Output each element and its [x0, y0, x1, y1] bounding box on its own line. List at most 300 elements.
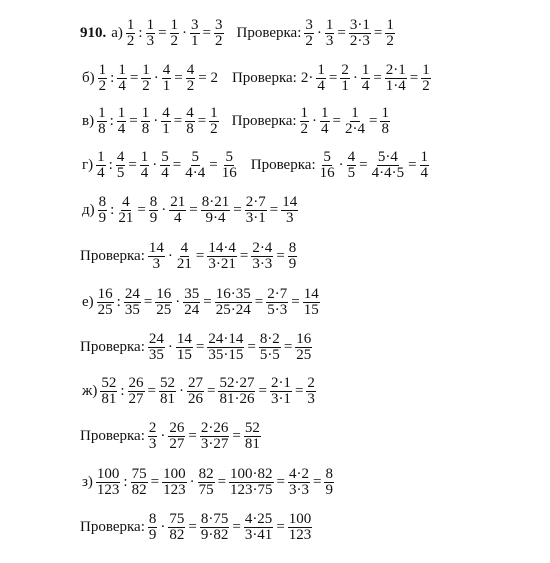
numerator: 1	[97, 149, 105, 165]
denominator: 3·27	[200, 436, 229, 452]
math-token: =	[158, 25, 167, 41]
numerator: 100	[163, 466, 186, 482]
math-token: =	[232, 428, 241, 444]
math-token: ·	[160, 428, 166, 444]
numerator: 1	[146, 17, 155, 33]
denominator: 1·4	[385, 78, 406, 94]
fraction	[169, 195, 186, 226]
numerator: 1	[351, 105, 359, 121]
numerator: 4	[122, 194, 130, 210]
numerator: 4	[162, 105, 170, 121]
fraction	[185, 106, 195, 137]
fraction	[251, 241, 273, 272]
numerator: 2	[307, 375, 315, 391]
math-token: =	[373, 25, 383, 41]
math-token: =	[283, 339, 293, 355]
fraction	[200, 512, 230, 543]
denominator: 123·75	[230, 482, 273, 498]
denominator: 9	[148, 527, 157, 543]
numerator: 1	[210, 105, 218, 121]
numerator: 8·75	[200, 511, 229, 527]
numerator: 3	[215, 17, 223, 33]
denominator: 25	[156, 302, 172, 318]
fraction	[98, 63, 108, 94]
denominator: 5	[347, 165, 356, 181]
denominator: 4	[420, 165, 429, 181]
numerator: 8	[325, 466, 333, 482]
denominator: 25·24	[215, 302, 251, 318]
fraction	[303, 287, 320, 318]
math-token: Проверка:	[236, 25, 302, 41]
math-token: =	[195, 248, 205, 264]
numerator: 3	[305, 17, 313, 33]
denominator: 9·82	[200, 527, 229, 543]
numerator: 21	[170, 194, 186, 210]
math-token: в)	[82, 113, 95, 129]
math-token: =	[203, 294, 212, 310]
fraction	[198, 467, 215, 498]
fraction	[117, 63, 127, 94]
fraction	[218, 376, 255, 407]
fraction	[155, 287, 172, 318]
fraction	[371, 150, 406, 181]
numerator: 4	[347, 149, 356, 165]
line-b	[80, 63, 432, 94]
denominator: 81	[101, 391, 117, 407]
math-token: :	[110, 70, 115, 86]
denominator: 8	[381, 121, 389, 137]
denominator: 123	[163, 482, 186, 498]
fraction	[183, 287, 200, 318]
numerator: 26	[169, 420, 185, 436]
denominator: 2	[142, 78, 150, 94]
fraction	[325, 18, 335, 49]
fraction	[168, 421, 185, 452]
math-token: =	[254, 294, 264, 310]
math-token: ·	[161, 202, 167, 218]
denominator: 16	[221, 165, 237, 181]
denominator: 3	[148, 436, 157, 452]
numerator: 2·7	[267, 286, 288, 302]
denominator: 82	[169, 527, 185, 543]
line-e	[80, 287, 321, 318]
fraction	[281, 195, 298, 226]
math-token: :	[108, 157, 113, 173]
fraction	[100, 376, 117, 407]
denominator: 27	[169, 436, 185, 452]
line-z-check	[78, 512, 313, 543]
fraction	[148, 332, 165, 363]
fraction	[207, 241, 237, 272]
math-token: =	[137, 202, 146, 218]
math-token: =	[209, 157, 218, 173]
math-token: =	[337, 25, 346, 41]
numerator: 2·26	[200, 420, 229, 436]
denominator: 4	[140, 165, 149, 181]
fraction	[214, 18, 224, 49]
math-token: =	[408, 157, 417, 173]
fraction	[162, 63, 172, 94]
numerator: 2	[341, 62, 349, 78]
denominator: 82	[131, 482, 147, 498]
math-token: =	[207, 383, 216, 399]
denominator: 35	[148, 347, 164, 363]
denominator: 4	[174, 210, 182, 226]
math-token: =	[276, 248, 285, 264]
fraction	[200, 421, 230, 452]
denominator: 3	[285, 210, 294, 226]
numerator: 1	[381, 105, 389, 121]
denominator: 81	[244, 436, 260, 452]
fraction	[149, 195, 159, 226]
fraction	[385, 18, 395, 49]
denominator: 2	[126, 33, 135, 49]
math-token: = 2	[198, 70, 218, 86]
fraction	[319, 150, 336, 181]
math-token: =	[129, 70, 139, 86]
numerator: 16·35	[215, 286, 251, 302]
denominator: 5·5	[259, 347, 280, 363]
line-d-check	[78, 241, 298, 272]
math-token: =	[239, 248, 249, 264]
numerator: 8	[149, 194, 158, 210]
numerator: 2·1	[270, 375, 291, 391]
denominator: 8	[98, 121, 106, 137]
numerator: 1	[140, 149, 149, 165]
numerator: 24·14	[208, 331, 244, 347]
fraction	[229, 467, 274, 498]
numerator: 4	[180, 240, 189, 256]
math-token: ж)	[82, 383, 98, 399]
math-token: ·	[167, 339, 173, 355]
fraction	[347, 150, 357, 181]
numerator: 14·4	[208, 240, 236, 256]
fraction	[201, 195, 231, 226]
numerator: 8·21	[201, 194, 230, 210]
fraction	[306, 376, 316, 407]
denominator: 2	[170, 33, 179, 49]
fraction	[96, 150, 106, 181]
math-token: =	[173, 113, 183, 129]
numerator: 8	[148, 511, 157, 527]
numerator: 4	[162, 62, 171, 78]
denominator: 4	[321, 121, 329, 137]
denominator: 2·4	[345, 121, 365, 137]
numerator: 52	[160, 375, 175, 391]
math-token: :	[109, 113, 114, 129]
denominator: 123	[288, 527, 312, 543]
fraction	[97, 106, 107, 137]
math-token: Проверка:	[80, 248, 145, 264]
denominator: 4·4·5	[371, 165, 405, 181]
numerator: 52	[101, 375, 117, 391]
numerator: 1	[321, 105, 329, 121]
fraction	[148, 512, 158, 543]
numerator: 24	[124, 286, 140, 302]
math-token: =	[276, 519, 285, 535]
math-token: д)	[82, 202, 95, 218]
math-token: =	[313, 474, 322, 490]
fraction	[160, 150, 170, 181]
fraction	[420, 150, 430, 181]
fraction	[162, 467, 187, 498]
numerator: 1	[422, 62, 430, 78]
math-token: ·	[179, 383, 184, 399]
math-token: ·	[312, 113, 318, 129]
numerator: 100·82	[230, 466, 273, 482]
denominator: 3	[307, 391, 315, 407]
denominator: 3·3	[289, 482, 309, 498]
denominator: 9	[288, 256, 297, 272]
numerator: 27	[188, 375, 203, 391]
fraction	[124, 287, 141, 318]
denominator: 4	[161, 165, 169, 181]
denominator: 25	[296, 347, 312, 363]
math-token: =	[328, 70, 338, 86]
math-token: =	[150, 474, 160, 490]
denominator: 8	[141, 121, 150, 137]
math-token: ·	[153, 70, 159, 86]
fraction	[221, 150, 238, 181]
denominator: 4	[317, 78, 325, 94]
denominator: 8	[186, 121, 194, 137]
denominator: 3·1	[270, 391, 291, 407]
fraction	[159, 376, 176, 407]
numerator: 1	[317, 62, 325, 78]
numerator: 1	[117, 105, 126, 121]
denominator: 2·3	[349, 33, 370, 49]
math-token: ·	[189, 474, 195, 490]
denominator: 2	[98, 78, 107, 94]
numerator: 14	[148, 240, 164, 256]
denominator: 1	[341, 78, 349, 94]
denominator: 9·4	[205, 210, 226, 226]
math-token: а)	[111, 25, 123, 41]
fraction	[117, 106, 127, 137]
fraction	[168, 512, 185, 543]
math-token: ·	[338, 157, 344, 173]
numerator: 4	[186, 105, 194, 121]
fraction	[340, 63, 350, 94]
denominator: 21	[176, 256, 192, 272]
fraction	[288, 241, 298, 272]
denominator: 3·21	[208, 256, 236, 272]
fraction	[349, 18, 371, 49]
fraction	[190, 18, 200, 49]
fraction	[148, 421, 158, 452]
numerator: 4·25	[244, 511, 273, 527]
numerator: 2·4	[252, 240, 273, 256]
fraction	[288, 467, 310, 498]
math-token: е)	[82, 294, 94, 310]
math-token: =	[359, 157, 368, 173]
numerator: 14	[303, 286, 319, 302]
denominator: 4	[361, 78, 370, 94]
numerator: 4	[186, 62, 195, 78]
fraction	[207, 332, 244, 363]
denominator: 25	[97, 302, 113, 318]
math-token: =	[269, 202, 279, 218]
math-token: Проверка:	[80, 519, 145, 535]
fraction	[209, 106, 219, 137]
denominator: 4	[97, 165, 105, 181]
numerator: 14	[282, 194, 298, 210]
math-token: :	[120, 383, 125, 399]
numerator: 1	[126, 17, 135, 33]
denominator: 4·4	[185, 165, 206, 181]
math-token: =	[172, 157, 182, 173]
fraction	[186, 63, 196, 94]
numerator: 3	[191, 17, 199, 33]
fraction	[421, 63, 431, 94]
fraction	[116, 150, 126, 181]
numerator: 8	[98, 194, 107, 210]
denominator: 2	[210, 121, 218, 137]
numerator: 24	[148, 331, 164, 347]
math-token: =	[129, 113, 138, 129]
denominator: 1	[162, 78, 171, 94]
numerator: 5·4	[377, 149, 398, 165]
numerator: 2·7	[245, 194, 266, 210]
math-token: :	[123, 474, 128, 490]
fraction	[316, 63, 326, 94]
fraction	[126, 18, 136, 49]
math-token: =	[258, 383, 267, 399]
fraction	[304, 18, 314, 49]
math-token: =	[217, 474, 227, 490]
denominator: 1	[162, 121, 170, 137]
problem-number: 910.	[80, 25, 107, 41]
fraction	[266, 287, 288, 318]
denominator: 5	[116, 165, 125, 181]
numerator: 1	[118, 62, 126, 78]
fraction	[117, 195, 134, 226]
fraction	[140, 150, 150, 181]
numerator: 52	[244, 420, 260, 436]
math-token: =	[128, 157, 137, 173]
denominator: 2	[422, 78, 430, 94]
line-g	[80, 150, 430, 181]
numerator: 52·27	[219, 375, 255, 391]
math-token: 2·	[300, 70, 314, 86]
fraction	[300, 106, 310, 137]
numerator: 2·1	[385, 62, 406, 78]
denominator: 16	[319, 165, 335, 181]
numerator: 8	[288, 240, 297, 256]
numerator: 75	[131, 466, 147, 482]
math-token: :	[110, 202, 115, 218]
numerator: 3·1	[349, 17, 370, 33]
fraction	[96, 467, 121, 498]
numerator: 16	[296, 331, 312, 347]
denominator: 2	[186, 78, 195, 94]
denominator: 81·26	[219, 391, 255, 407]
fraction	[187, 376, 204, 407]
denominator: 4	[118, 78, 126, 94]
math-token: ·	[152, 157, 158, 173]
math-token: ·	[175, 294, 181, 310]
fraction	[295, 332, 312, 363]
numerator: 1	[386, 17, 394, 33]
denominator: 35	[124, 302, 140, 318]
math-token: =	[291, 294, 300, 310]
denominator: 75	[198, 482, 214, 498]
fraction	[344, 106, 366, 137]
denominator: 9	[149, 210, 158, 226]
denominator: 9	[325, 482, 333, 498]
fraction	[259, 332, 281, 363]
numerator: 82	[198, 466, 214, 482]
fraction	[244, 512, 274, 543]
fraction	[324, 467, 334, 498]
denominator: 2	[305, 33, 313, 49]
fraction	[184, 150, 206, 181]
denominator: 15	[303, 302, 319, 318]
math-token: ·	[160, 519, 166, 535]
math-token: ·	[153, 113, 159, 129]
fraction	[320, 106, 330, 137]
fraction	[244, 421, 261, 452]
numerator: 1	[98, 62, 107, 78]
denominator: 3·3	[252, 256, 273, 272]
denominator: 3	[325, 33, 334, 49]
math-token: Проверка:	[250, 157, 316, 173]
denominator: 1	[191, 33, 199, 49]
fraction	[170, 18, 180, 49]
fraction	[97, 287, 114, 318]
math-token: =	[188, 428, 197, 444]
numerator: 4	[116, 149, 125, 165]
denominator: 2	[300, 121, 309, 137]
fraction	[176, 332, 193, 363]
fraction	[245, 195, 267, 226]
line-z	[80, 467, 335, 498]
numerator: 1	[325, 17, 334, 33]
fraction	[161, 106, 171, 137]
fraction	[270, 376, 292, 407]
fraction	[141, 63, 151, 94]
numerator: 100	[96, 466, 120, 482]
math-token: ·	[316, 25, 322, 41]
math-token: =	[247, 339, 256, 355]
numerator: 5	[323, 149, 331, 165]
numerator: 1	[300, 105, 309, 121]
numerator: 5	[161, 149, 169, 165]
denominator: 9	[98, 210, 107, 226]
denominator: 21	[118, 210, 134, 226]
math-token: =	[189, 202, 198, 218]
numerator: 35	[184, 286, 200, 302]
math-token: б)	[82, 70, 95, 86]
denominator: 4	[117, 121, 126, 137]
line-e-check	[78, 332, 313, 363]
math-token: =	[197, 113, 207, 129]
math-token: =	[195, 339, 205, 355]
math-token: =	[202, 25, 212, 41]
numerator: 1	[142, 62, 150, 78]
math-token: Проверка:	[80, 428, 145, 444]
fraction	[176, 241, 193, 272]
denominator: 3	[152, 256, 161, 272]
numerator: 16	[97, 286, 113, 302]
fraction	[215, 287, 252, 318]
math-token: Проверка:	[80, 339, 145, 355]
math-token: =	[147, 383, 156, 399]
math-token: =	[232, 519, 241, 535]
line-zh-check	[78, 421, 262, 452]
numerator: 2	[148, 420, 157, 436]
denominator: 3	[146, 33, 155, 49]
